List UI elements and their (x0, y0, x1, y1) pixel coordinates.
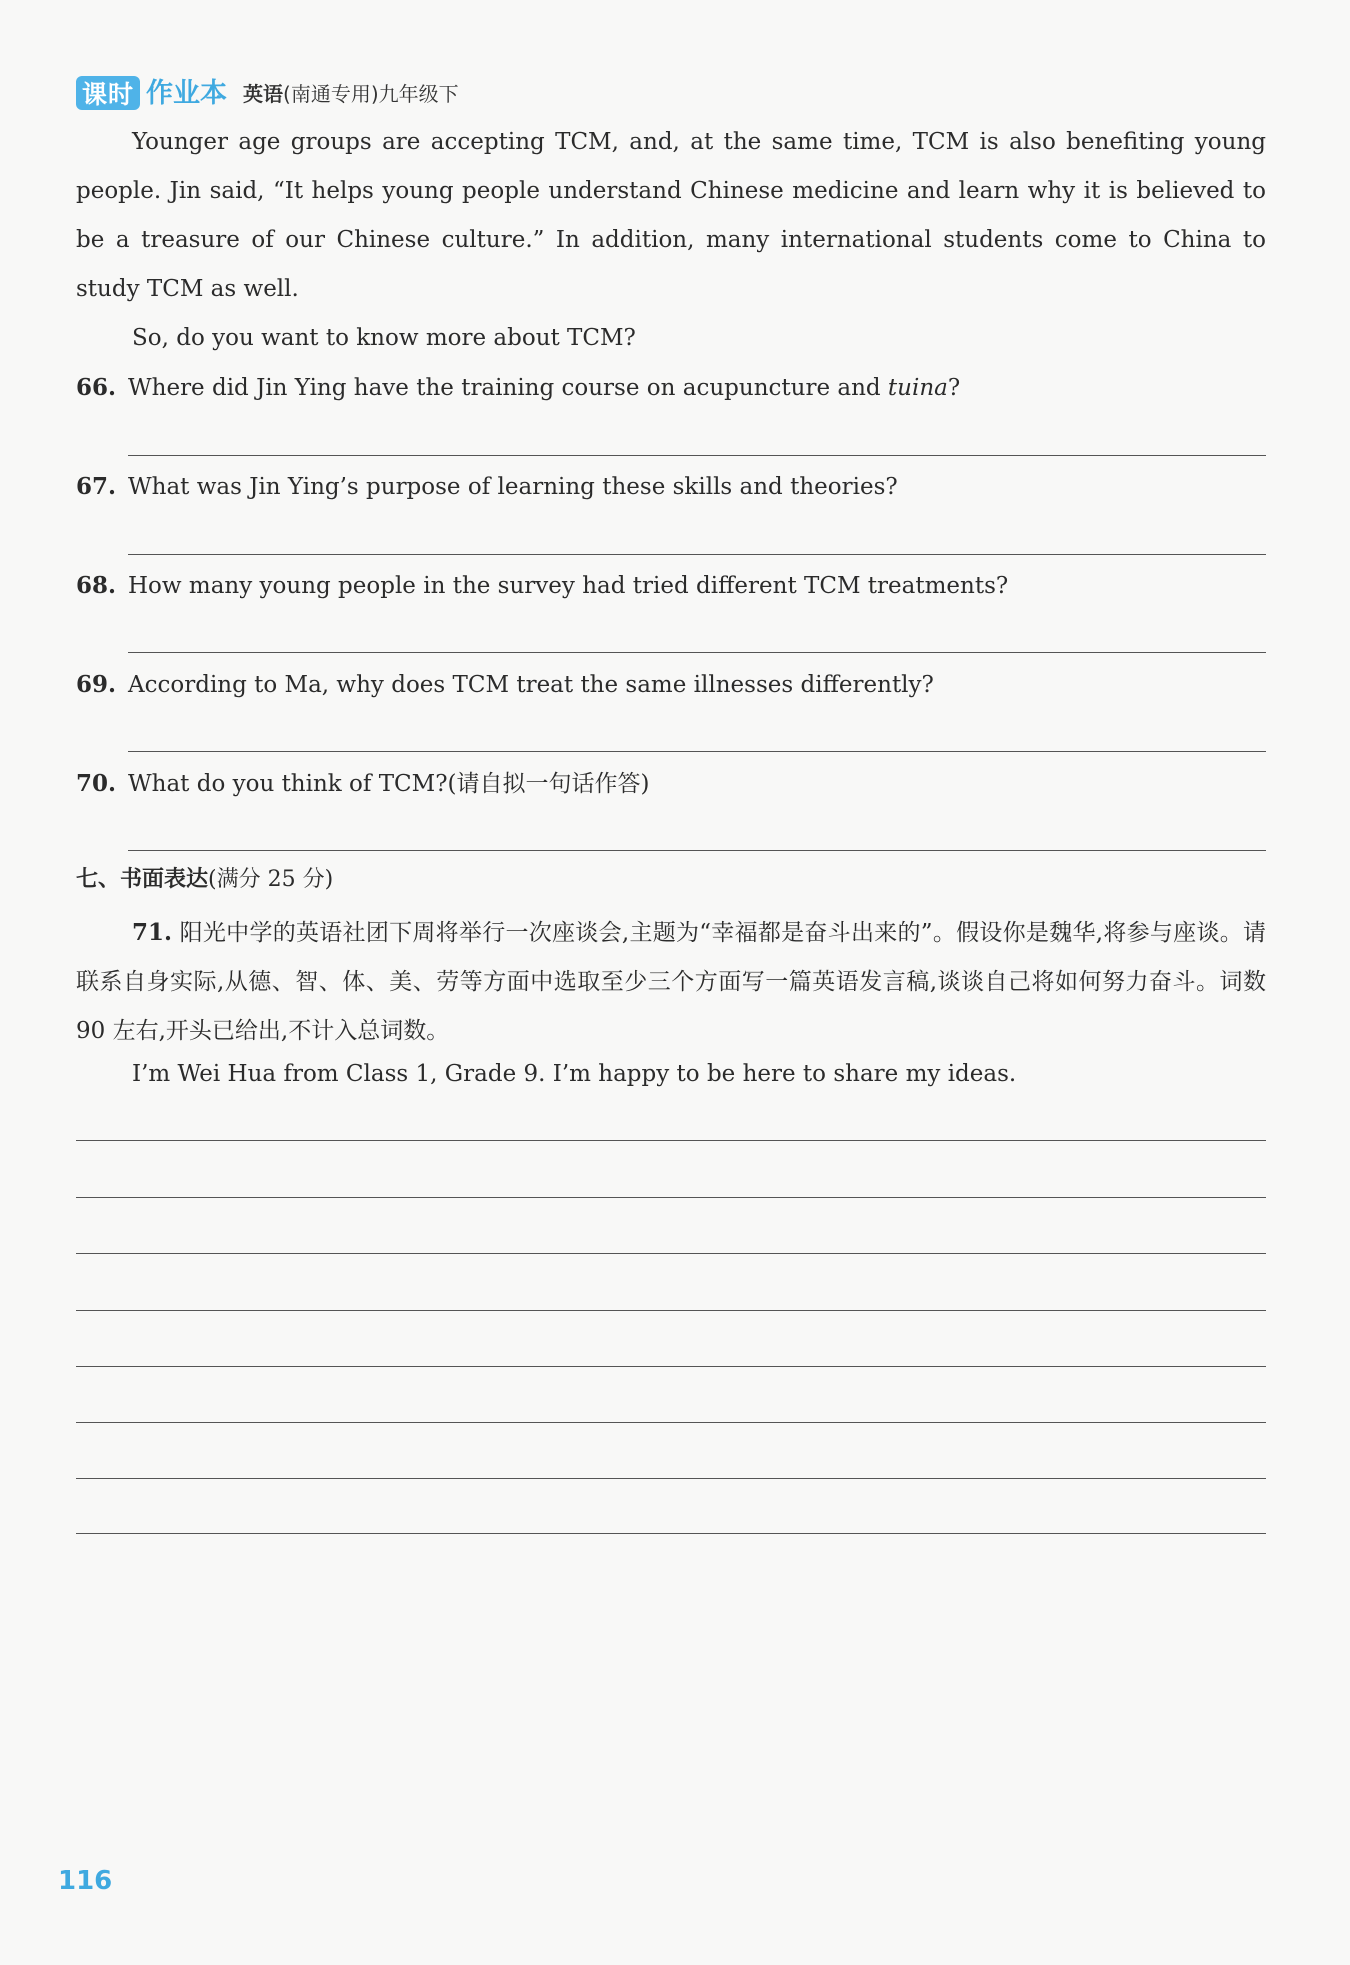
page-number: 116 (58, 1866, 113, 1896)
reading-passage (76, 118, 1266, 363)
question-text: How many young people in the survey had tried different TCM treatments? (128, 573, 1009, 599)
question-number: 66. (76, 374, 117, 401)
section-title (76, 862, 333, 893)
question-number: 68. (76, 572, 117, 599)
brand-logo: 课时 (76, 76, 140, 110)
question-term: tuina (887, 375, 948, 401)
section-name: 七、书面表达 (76, 867, 209, 892)
question-69 (76, 665, 1266, 705)
passage-paragraph: Younger age groups are accepting TCM, and, at the same time, TCM is also benefiting young people. Jin said, “It helps young people understand Chinese medicine and learn why it is believed to be a treasure of our Chinese culture.” In addition, many international students come to China to study TCM as well. (76, 129, 1266, 302)
question-text: What was Jin Ying’s purpose of learning these skills and theories? (128, 474, 898, 500)
writing-task (76, 908, 1266, 1056)
writing-line[interactable] (76, 1422, 1266, 1423)
writing-line[interactable] (76, 1366, 1266, 1367)
writing-line[interactable] (76, 1253, 1266, 1254)
header-subject: 英语 (243, 82, 284, 106)
question-text: What do you think of TCM?(请自拟一句话作答) (128, 771, 650, 797)
essay-opening: I’m Wei Hua from Class 1, Grade 9. I’m happy to be here to share my ideas. (132, 1061, 1017, 1087)
question-number: 70. (76, 770, 117, 797)
answer-line-67[interactable] (128, 554, 1266, 555)
question-number: 67. (76, 473, 117, 500)
writing-line[interactable] (76, 1197, 1266, 1198)
passage-paragraph: So, do you want to know more about TCM? (132, 325, 636, 351)
answer-line-66[interactable] (128, 455, 1266, 456)
header-edition: (南通专用)九年级下 (283, 82, 459, 106)
writing-line[interactable] (76, 1533, 1266, 1534)
question-66 (76, 368, 1266, 408)
writing-line[interactable] (76, 1478, 1266, 1479)
writing-line[interactable] (76, 1140, 1266, 1141)
question-67 (76, 467, 1266, 507)
answer-line-69[interactable] (128, 751, 1266, 752)
question-68 (76, 566, 1266, 606)
question-end: ? (947, 375, 961, 401)
question-text: Where did Jin Ying have the training course on acupuncture and (128, 375, 888, 401)
question-number: 69. (76, 671, 117, 698)
answer-line-70[interactable] (128, 850, 1266, 851)
section-score: (满分 25 分) (208, 867, 334, 892)
task-number: 71. (132, 919, 173, 946)
answer-line-68[interactable] (128, 652, 1266, 653)
page-header (76, 70, 459, 110)
question-text: According to Ma, why does TCM treat the same illnesses differently? (128, 672, 934, 698)
writing-line[interactable] (76, 1310, 1266, 1311)
task-text: 阳光中学的英语社团下周将举行一次座谈会,主题为“幸福都是奋斗出来的”。假设你是魏华,将参与座谈。请联系自身实际,从德、智、体、美、劳等方面中选取至少三个方面写一篇英语发言稿,谈谈自己将如何努力奋斗。词数 90 左右,开头已给出,不计入总词数。 (76, 920, 1267, 1044)
brand-name: 作业本 (146, 78, 228, 109)
question-70 (76, 764, 1266, 804)
